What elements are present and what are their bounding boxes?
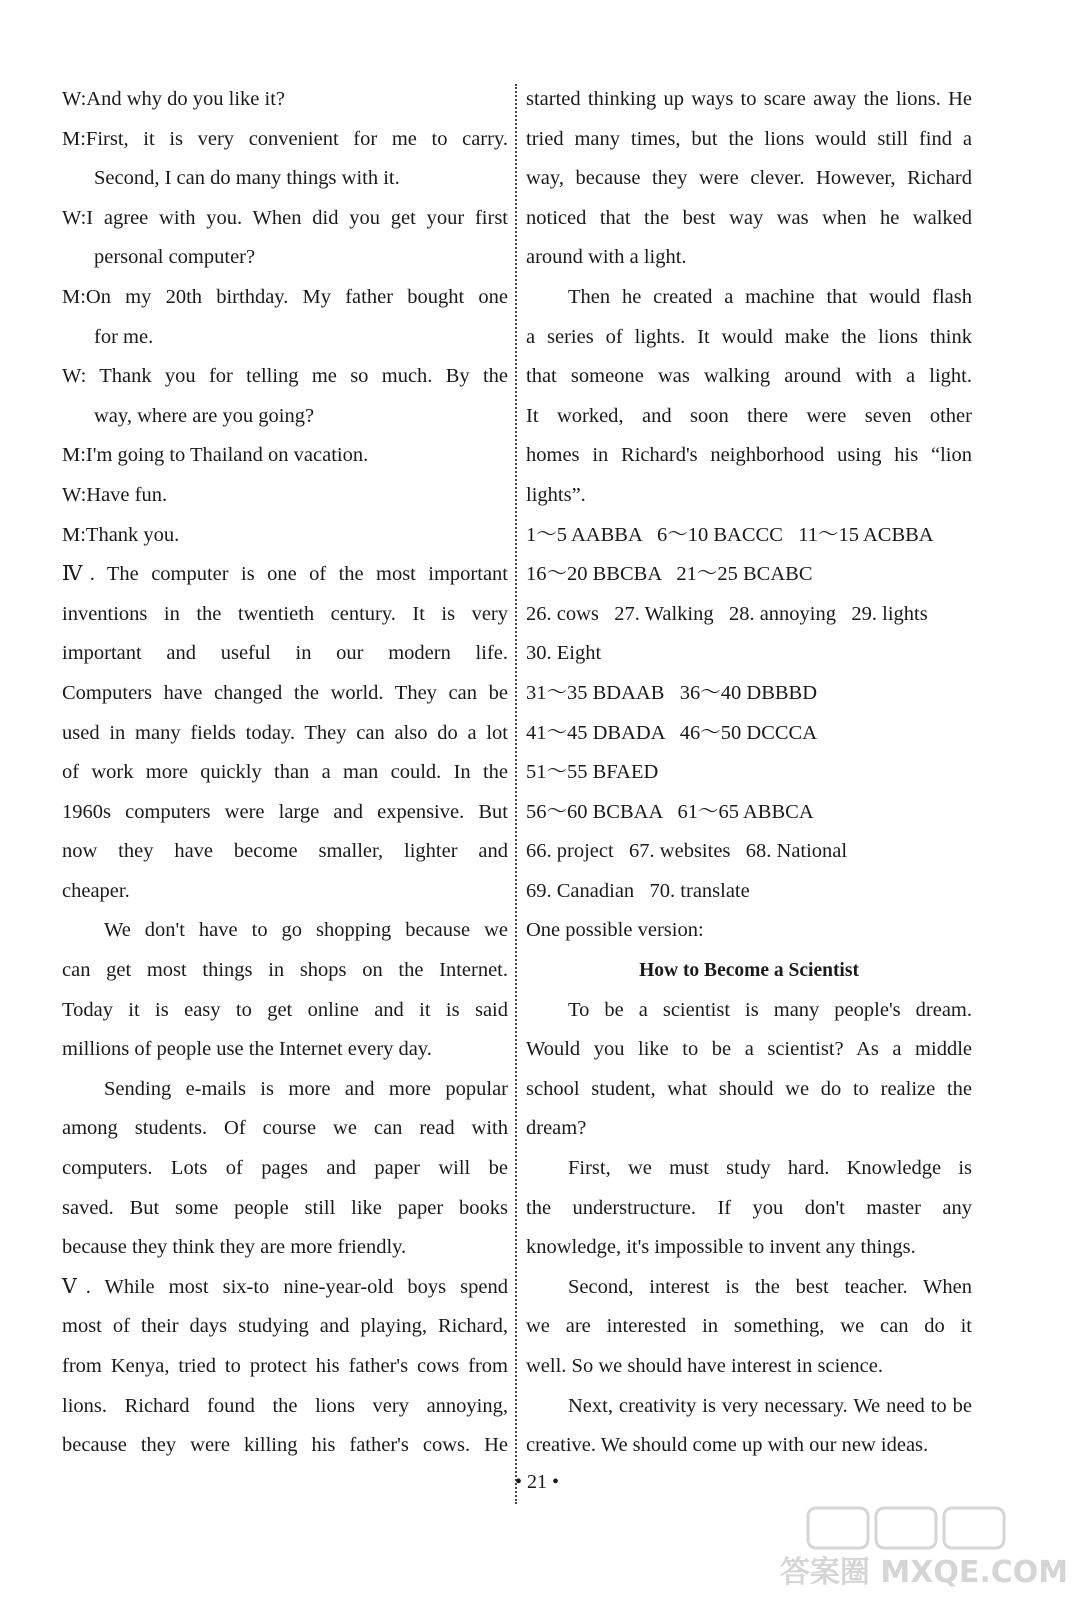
- left-column-line: Computers have changed the world. They can be: [62, 681, 508, 704]
- left-column-line: of work more quickly than a man could. In the: [62, 761, 508, 784]
- right-column-line: noticed that the best way was when he walked: [526, 206, 972, 229]
- right-column-line: 16～20 BBCBA 21～25 BCABC: [526, 563, 813, 586]
- right-column-line: dream?: [526, 1117, 587, 1140]
- right-column-line: Then he created a machine that would flash: [568, 285, 972, 308]
- left-column-line: personal computer?: [94, 246, 256, 269]
- right-column-line: that someone was walking around with a light.: [526, 365, 972, 388]
- left-column-line: W:I agree with you. When did you get your first: [62, 206, 508, 229]
- right-column-line: a series of lights. It would make the lions think: [526, 325, 972, 348]
- left-column-line: millions of people use the Internet every day.: [62, 1038, 432, 1061]
- right-column-line: It worked, and soon there were seven other: [526, 404, 972, 427]
- right-column-line: well. So we should have interest in science.: [526, 1355, 883, 1377]
- left-column-line: important and useful in our modern life.: [62, 642, 508, 665]
- right-column-line: 41～45 DBADA 46～50 DCCCA: [526, 721, 818, 744]
- right-column-line: 66. project 67. websites 68. National: [526, 840, 848, 863]
- left-column-line: Ⅳ. The computer is one of the most important: [62, 563, 508, 586]
- column-divider: [515, 84, 517, 1504]
- watermark-text: 答案圈 MXQE.COM: [779, 1555, 1069, 1590]
- right-column-line: To be a scientist is many people's dream.: [568, 998, 972, 1021]
- right-column-line: 26. cows 27. Walking 28. annoying 29. lights: [526, 602, 928, 625]
- right-column-line: Next, creativity is very necessary. We need to be: [568, 1394, 972, 1417]
- left-column-line: used in many fields today. They can also do a lot: [62, 721, 508, 744]
- left-column-line: We don't have to go shopping because we: [104, 919, 508, 942]
- left-column-line: M:On my 20th birthday. My father bought one: [62, 285, 508, 308]
- right-column-line: Second, interest is the best teacher. When: [568, 1275, 972, 1298]
- right-column-line: around with a light.: [526, 246, 687, 269]
- left-column-line: M:I'm going to Thailand on vacation.: [62, 444, 369, 467]
- right-column-line: way, because they were clever. However, Richard: [526, 167, 972, 190]
- left-column-line: for me.: [94, 325, 154, 348]
- left-column-line: can get most things in shops on the Internet.: [62, 959, 508, 982]
- left-column-line: W:Have fun.: [62, 483, 168, 506]
- right-column-line: 51～55 BFAED: [526, 761, 659, 784]
- right-column-line: school student, what should we do to realize the: [526, 1077, 972, 1100]
- right-column-line: How to Become a Scientist: [639, 960, 859, 982]
- right-column-line: we are interested in something, we can do it: [526, 1315, 972, 1338]
- left-column-line: W:And why do you like it?: [62, 88, 285, 110]
- left-column-line: most of their days studying and playing, Richard,: [62, 1315, 508, 1338]
- right-column-line: 56～60 BCBAA 61～65 ABBCA: [526, 800, 814, 823]
- left-column-line: 1960s computers were large and expensive. But: [62, 800, 508, 823]
- left-column-line: inventions in the twentieth century. It is very: [62, 602, 508, 625]
- right-column-line: 30. Eight: [526, 642, 602, 665]
- right-column-line: started thinking up ways to scare away the lions. He: [526, 88, 972, 110]
- left-column-line: because they were killing his father's cows. He: [62, 1434, 508, 1457]
- left-column-line: Today it is easy to get online and it is said: [62, 998, 508, 1021]
- right-column-line: 69. Canadian 70. translate: [526, 879, 750, 902]
- right-column-line: creative. We should come up with our new ideas.: [526, 1434, 929, 1457]
- right-column-line: 31～35 BDAAB 36～40 DBBBD: [526, 681, 818, 704]
- right-column-line: homes in Richard's neighborhood using his “lion: [526, 444, 972, 467]
- left-column: [62, 80, 508, 1466]
- right-column-line: 1～5 AABBA 6～10 BACCC 11～15 ACBBA: [526, 523, 934, 546]
- left-column-line: now they have become smaller, lighter and: [62, 840, 508, 863]
- right-column-line: One possible version:: [526, 919, 704, 942]
- right-column-line: the understructure. If you don't master any: [526, 1196, 972, 1219]
- page-number: • 21 •: [514, 1471, 559, 1493]
- left-column-line: M:First, it is very convenient for me to carry.: [62, 127, 508, 150]
- right-column-line: lights”.: [526, 483, 586, 506]
- left-column-line: saved. But some people still like paper books: [62, 1196, 508, 1219]
- left-column-line: W: Thank you for telling me so much. By the: [62, 365, 508, 388]
- left-column-line: lions. Richard found the lions very annoying,: [62, 1394, 508, 1417]
- right-column-line: tried many times, but the lions would still find a: [526, 127, 972, 150]
- left-column-line: because they think they are more friendly.: [62, 1236, 407, 1259]
- watermark-logo: [779, 1502, 1069, 1592]
- left-column-line: cheaper.: [62, 879, 130, 902]
- left-column-line: M:Thank you.: [62, 523, 180, 546]
- left-column-line: computers. Lots of pages and paper will be: [62, 1157, 508, 1180]
- right-column-line: knowledge, it's impossible to invent any things.: [526, 1236, 916, 1259]
- left-column-line: Sending e-mails is more and more popular: [104, 1077, 508, 1100]
- left-column-line: way, where are you going?: [94, 404, 315, 427]
- left-column-line: Second, I can do many things with it.: [94, 167, 400, 190]
- right-column-line: Would you like to be a scientist? As a middle: [526, 1038, 972, 1061]
- left-column-line: Ⅴ. While most six-to nine-year-old boys spend: [62, 1275, 508, 1298]
- left-column-line: from Kenya, tried to protect his father's cows from: [62, 1355, 508, 1377]
- right-column-line: First, we must study hard. Knowledge is: [568, 1157, 972, 1180]
- right-column: [526, 80, 972, 1466]
- left-column-line: among students. Of course we can read with: [62, 1117, 508, 1140]
